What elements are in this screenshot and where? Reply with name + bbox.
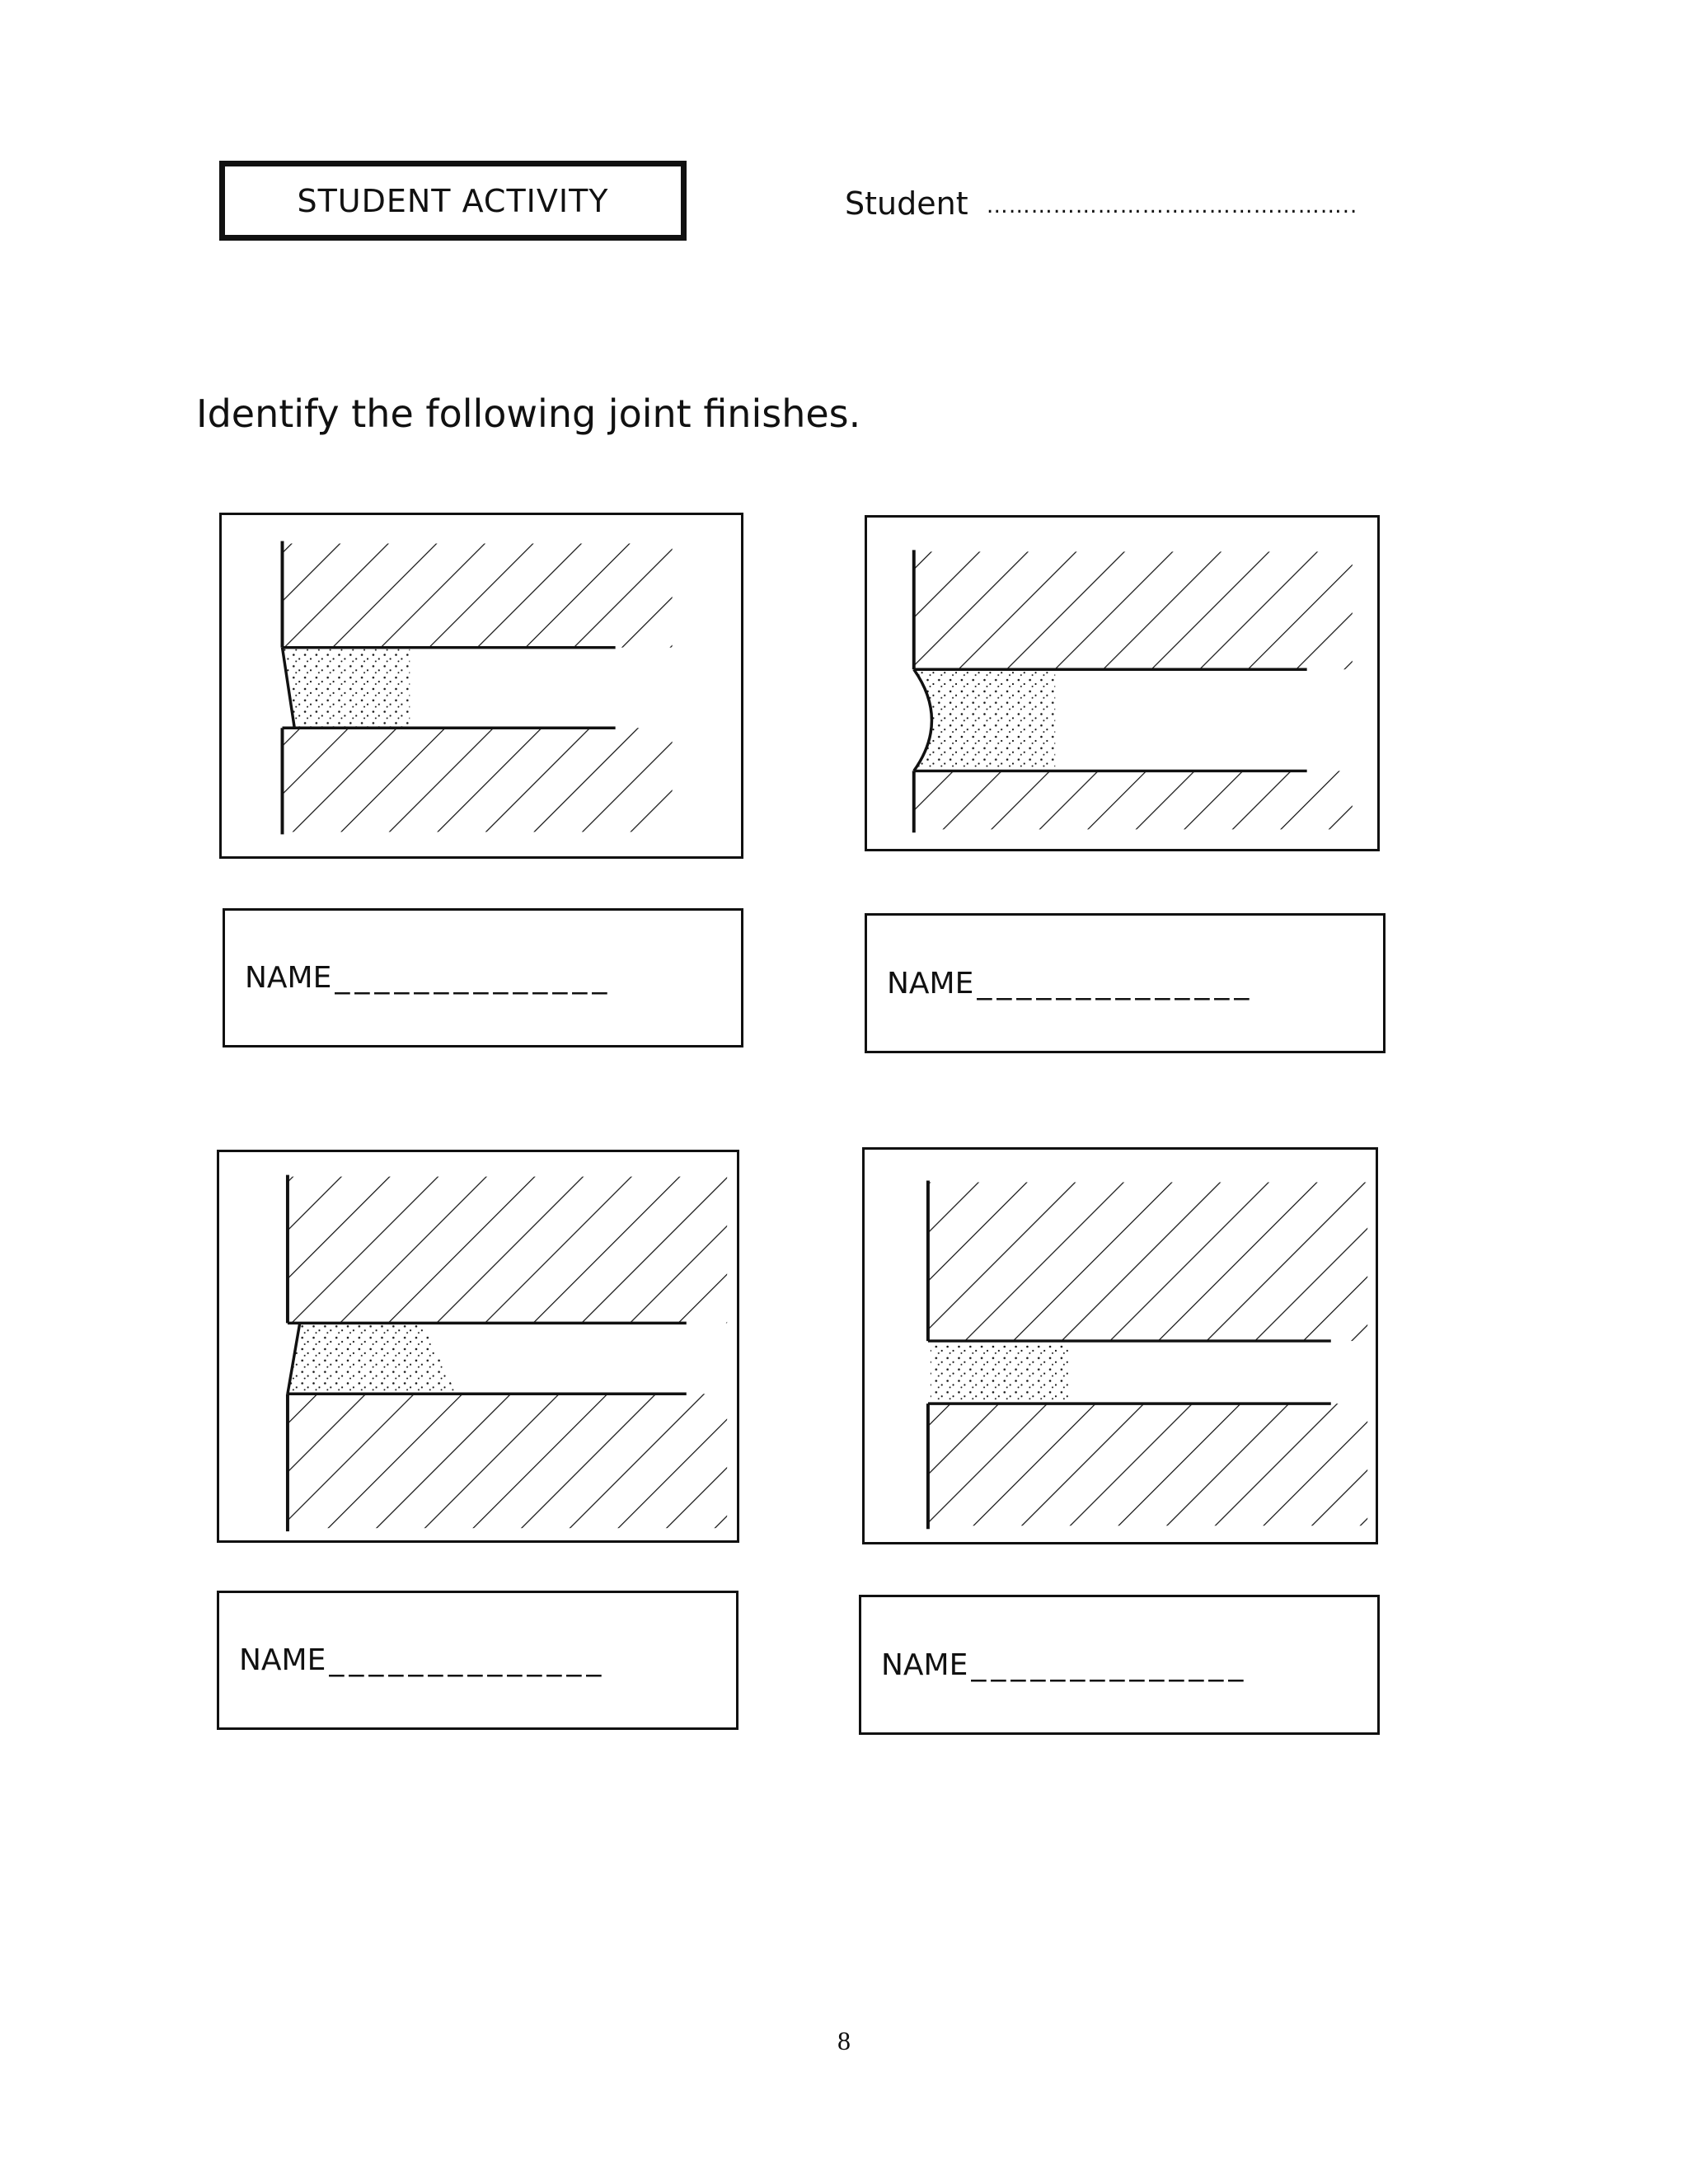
name-blank-4[interactable]: ______________ [971,1647,1249,1682]
brick-upper [288,1177,727,1324]
name-box-1[interactable] [223,908,743,1047]
joint-drawing-4 [865,1150,1376,1542]
brick-lower [288,1394,727,1528]
brick-upper [914,551,1353,669]
brick-lower [283,728,673,832]
joint-figure-1 [219,513,743,859]
mortar-struck [288,1323,456,1394]
name-label-1: NAME [245,961,332,995]
joint-drawing-3 [219,1152,737,1540]
joint-figure-2 [865,515,1380,851]
name-blank-2[interactable]: ______________ [977,966,1254,1001]
student-name-blank[interactable]: ………………………………………….. [986,194,1358,218]
name-box-4[interactable] [859,1595,1380,1735]
mortar-weathered [283,648,410,729]
mortar-recessed [931,1343,1069,1402]
joint-drawing-1 [222,515,741,856]
mortar-concave [914,669,1055,771]
name-box-3[interactable] [217,1591,738,1730]
joint-figure-3 [217,1150,739,1543]
student-name-line [845,185,1357,222]
brick-upper [928,1183,1367,1342]
name-blank-1[interactable]: ______________ [335,961,612,995]
name-blank-3[interactable]: ______________ [329,1643,607,1677]
instruction-text: Identify the following joint finishes. [196,391,861,436]
name-label-3: NAME [239,1643,326,1677]
student-activity-label: STUDENT ACTIVITY [297,182,609,219]
brick-upper [283,544,673,648]
joint-drawing-2 [867,518,1377,849]
name-label-4: NAME [881,1647,968,1682]
page-number: 8 [837,2026,851,2055]
joint-figure-4 [862,1147,1378,1544]
name-label-2: NAME [887,966,974,1001]
student-label: Student [845,185,968,222]
brick-lower [914,771,1353,829]
name-box-2[interactable] [865,913,1386,1053]
student-activity-box [219,161,687,241]
brick-lower [928,1404,1367,1526]
